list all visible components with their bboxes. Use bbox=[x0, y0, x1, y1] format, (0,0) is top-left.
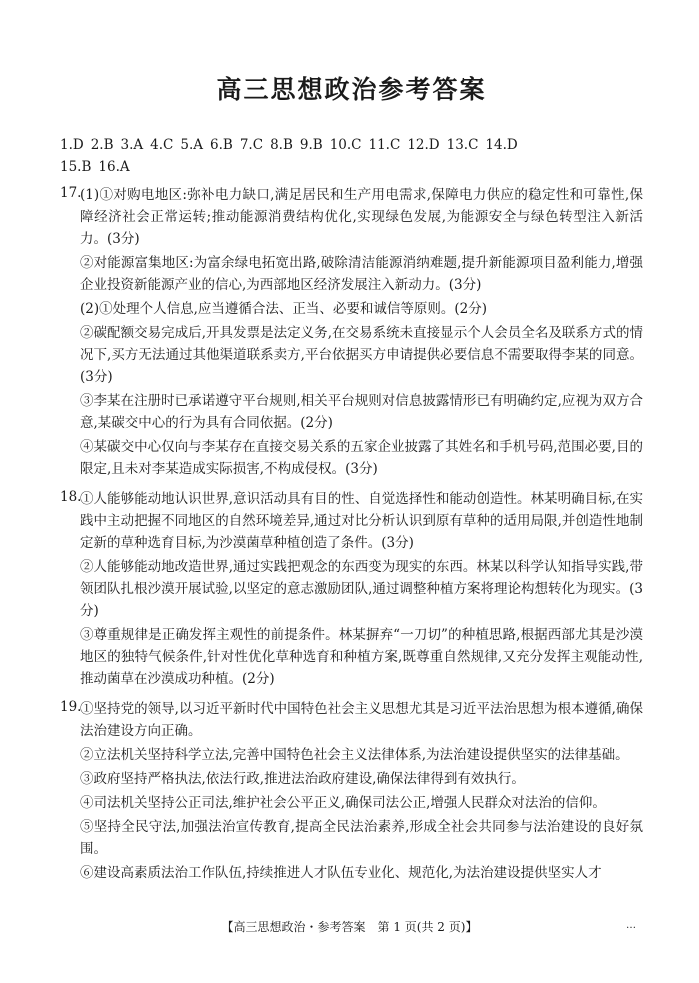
mc-answer: 3.A bbox=[120, 137, 144, 153]
mc-answer: 15.B bbox=[60, 159, 92, 175]
mc-answer: 12.D bbox=[407, 137, 440, 153]
answer-paragraph: ③尊重规律是正确发挥主观性的前提条件。林某摒弃“一刀切”的种植思路,根据西部尤其是沙漠地区的独特气候条件,针对性优化草种选育和种植方案,既尊重自然规律,又充分发挥主观能动性,推动菌草在沙漠成功种植。(2分) bbox=[80, 627, 643, 687]
answer-paragraph: ④司法机关坚持公正司法,维护社会公平正义,确保司法公正,增强人民群众对法治的信仰。 bbox=[80, 795, 606, 811]
mc-answer: 2.B bbox=[90, 137, 114, 153]
answer-paragraph: ④某碳交中心仅向与李某存在直接交易关系的五家企业披露了其姓名和手机号码,范围必要,目的限定,且未对李某造成实际损害,不构成侵权。(3分) bbox=[80, 439, 643, 477]
mc-row-1 bbox=[60, 134, 643, 156]
mc-answer: 8.B bbox=[270, 137, 293, 153]
answer-paragraph: ①坚持党的领导,以习近平新时代中国特色社会主义思想尤其是习近平法治思想为根本遵循,确保法治建设方向正确。 bbox=[80, 701, 643, 739]
mc-answer: 10.C bbox=[329, 137, 362, 153]
page-footer: 【高三思想政治・参考答案 第 1 页(共 2 页)】 bbox=[221, 920, 478, 934]
answer-paragraph: ⑤坚持全民守法,加强法治宣传教育,提高全民法治素养,形成全社会共同参与法治建设的良好氛围。 bbox=[80, 819, 643, 857]
footer-mark: … bbox=[626, 920, 636, 931]
multiple-choice-answers bbox=[60, 134, 643, 178]
mc-answer: 6.B bbox=[210, 137, 233, 153]
mc-row-2 bbox=[60, 156, 643, 178]
question-number: 17. bbox=[60, 185, 82, 201]
answer-paragraph: (2)①处理个人信息,应当遵循合法、正当、必要和诚信等原则。(2分) bbox=[80, 301, 488, 317]
mc-answer: 7.C bbox=[239, 137, 264, 153]
mc-answer: 9.B bbox=[299, 137, 323, 153]
answer-paragraph: ②对能源富集地区:为富余绿电拓宽出路,破除清洁能源消纳难题,提升新能源项目盈利能力,增强企业投资新能源产业的信心,为西部地区经济发展注入新动力。(3分) bbox=[80, 255, 643, 293]
answer-paragraph: ①人能够能动地认识世界,意识活动具有目的性、自觉选择性和能动创造性。林某明确目标,在实践中主动把握不同地区的自然环境差异,通过对比分析认识到原有草种的适用局限,并创造性地制定新的草种选育目标,为沙漠菌草种植创造了条件。(3分) bbox=[80, 491, 643, 551]
question-18 bbox=[60, 486, 643, 692]
mc-answer: 11.C bbox=[368, 137, 401, 153]
answer-paragraph: ③政府坚持严格执法,依法行政,推进法治政府建设,确保法律得到有效执行。 bbox=[80, 771, 525, 787]
question-number: 19. bbox=[60, 699, 82, 715]
question-number: 18. bbox=[60, 489, 82, 505]
mc-answer: 5.A bbox=[180, 137, 204, 153]
mc-answer: 14.D bbox=[485, 137, 518, 153]
answer-paragraph: ②碳配额交易完成后,开具发票是法定义务,在交易系统未直接显示个人会员全名及联系方式的情况下,买方无法通过其他渠道联系卖方,平台依据买方申请提供必要信息不需要取得李某的同意。(3分) bbox=[80, 325, 643, 385]
answer-paragraph: (1)①对购电地区:弥补电力缺口,满足居民和生产用电需求,保障电力供应的稳定性和可靠性,保障经济社会正常运转;推动能源消费结构优化,实现绿色发展,为能源安全与绿色转型注入新活力。(3分) bbox=[80, 187, 643, 247]
question-19 bbox=[60, 696, 643, 886]
mc-answer: 13.C bbox=[446, 137, 479, 153]
answer-paragraph: ②人能够能动地改造世界,通过实践把观念的东西变为现实的东西。林某以科学认知指导实践,带领团队扎根沙漠开展试验,以坚定的意志激励团队,通过调整种植方案将理论构想转化为现实。(3分) bbox=[80, 559, 643, 619]
page-title: 高三思想政治参考答案 bbox=[216, 75, 487, 104]
answer-paragraph: ③李某在注册时已承诺遵守平台规则,相关平台规则对信息披露情形已有明确约定,应视为双方合意,某碳交中心的行为具有合同依据。(2分) bbox=[80, 393, 643, 431]
question-17 bbox=[60, 182, 643, 482]
mc-answer: 1.D bbox=[60, 137, 84, 153]
mc-answer: 16.A bbox=[98, 159, 130, 175]
mc-answer: 4.C bbox=[150, 137, 174, 153]
answer-paragraph: ②立法机关坚持科学立法,完善中国特色社会主义法律体系,为法治建设提供坚实的法律基础。 bbox=[80, 747, 629, 763]
answer-paragraph: ⑥建设高素质法治工作队伍,持续推进人才队伍专业化、规范化,为法治建设提供坚实人才 bbox=[80, 865, 602, 881]
